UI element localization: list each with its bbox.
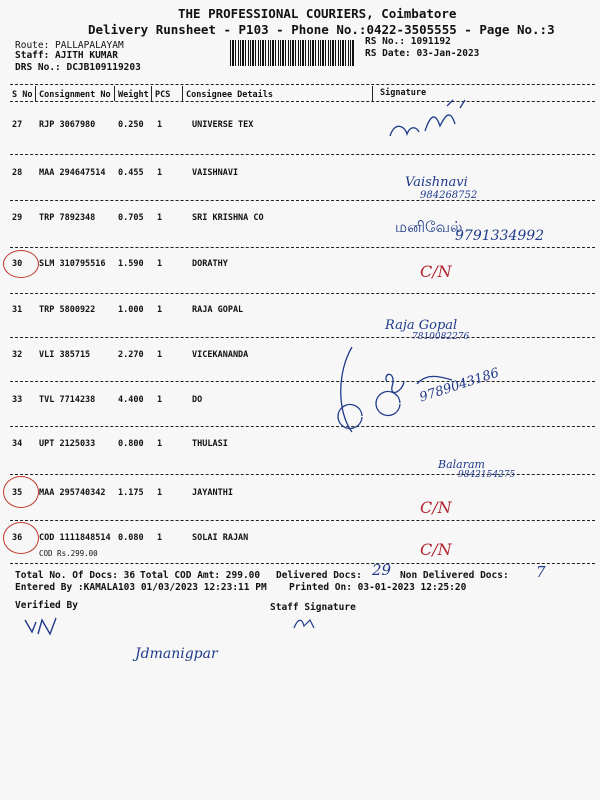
row-consignment: UPT 2125033 (39, 439, 96, 449)
row-weight: 1.590 (118, 259, 144, 269)
row-pcs: 1 (157, 488, 163, 498)
row-consignment: COD 1111848514 (39, 533, 111, 543)
verifier-signature (20, 612, 70, 642)
cn-mark: C/N (420, 540, 452, 559)
cn-mark: C/N (420, 498, 452, 517)
handwritten-phone: 9791334992 (455, 228, 545, 244)
staff-signature (290, 614, 320, 634)
col-signature: Signature (380, 88, 427, 98)
handwritten-phone: 9789043186 (417, 365, 502, 406)
row-pcs: 1 (157, 168, 163, 178)
divider (10, 337, 595, 338)
printed-on: Printed On: 03-01-2023 12:25:20 (289, 582, 467, 593)
col-consignee: Consignee Details (186, 90, 273, 100)
row-sno: 28 (12, 168, 23, 178)
divider (10, 520, 595, 521)
row-sno: 31 (12, 305, 23, 315)
row-sno: 36 (12, 533, 23, 543)
handwritten-signature (385, 96, 475, 152)
red-circle-mark (3, 476, 39, 508)
row-consignee: DORATHY (192, 259, 228, 269)
runsheet-subtitle: Delivery Runsheet - P103 - Phone No.:0422-3505555 - Page No.:3 (88, 22, 555, 37)
entered-by: Entered By :KAMALA103 01/03/2023 12:23:11 PM (15, 582, 267, 593)
route-label: Route: PALLAPALAYAM (15, 40, 124, 51)
verified-by-label: Verified By (15, 600, 78, 611)
row-weight: 1.175 (118, 488, 144, 498)
staff-signature-label: Staff Signature (270, 602, 356, 613)
col-separator (114, 86, 115, 101)
col-separator (35, 86, 36, 101)
row-pcs: 1 (157, 395, 163, 405)
staff-label: Staff: AJITH KUMAR (15, 50, 118, 61)
row-consignee: SRI KRISHNA CO (192, 213, 264, 223)
row-weight: 1.000 (118, 305, 144, 315)
row-pcs: 1 (157, 305, 163, 315)
handwritten-name: Jdmanigpar (135, 646, 218, 662)
row-pcs: 1 (157, 213, 163, 223)
row-sno: 32 (12, 350, 23, 360)
row-consignee: JAYANTHI (192, 488, 233, 498)
handwritten-name: Balaram (438, 458, 485, 471)
row-pcs: 1 (157, 533, 163, 543)
handwritten-name: மனிவேல் (395, 218, 463, 236)
col-pcs: PCS (155, 90, 171, 100)
row-weight: 0.705 (118, 213, 144, 223)
row-consignee: DO (192, 395, 203, 405)
divider (10, 563, 595, 564)
handwritten-phone: 7810082276 (412, 332, 470, 342)
rs-number: RS No.: 1091192 (365, 36, 451, 47)
handwritten-phone: 984268752 (420, 190, 478, 201)
row-sno: 29 (12, 213, 23, 223)
barcode-image (230, 40, 355, 66)
row-consignee: VICEKANANDA (192, 350, 249, 360)
company-title: THE PROFESSIONAL COURIERS, Coimbatore (178, 6, 457, 21)
rs-date: RS Date: 03-Jan-2023 (365, 48, 480, 59)
divider (10, 84, 595, 85)
row-weight: 2.270 (118, 350, 144, 360)
col-sno: S No (12, 90, 33, 100)
non-delivered-docs-count: 7 (536, 563, 546, 581)
row-sno: 34 (12, 439, 23, 449)
total-docs: Total No. Of Docs: 36 (15, 570, 136, 581)
row-pcs: 1 (157, 259, 163, 269)
row-consignment: TVL 7714238 (39, 395, 96, 405)
row-consignee: THULASI (192, 439, 228, 449)
col-separator (182, 86, 183, 101)
row-consignment: MAA 294647514 (39, 168, 106, 178)
non-delivered-docs-label: Non Delivered Docs: (400, 570, 509, 581)
row-consignment: RJP 3067980 (39, 120, 96, 130)
col-consignment: Consignment No (39, 90, 111, 100)
divider (10, 293, 595, 294)
cn-mark: C/N (420, 262, 452, 281)
row-weight: 0.250 (118, 120, 144, 130)
row-sno: 30 (12, 259, 23, 269)
handwritten-name: Vaishnavi (405, 175, 468, 190)
col-separator (372, 86, 373, 101)
row-consignee: VAISHNAVI (192, 168, 239, 178)
handwritten-phone: 9842154275 (458, 470, 516, 480)
red-circle-mark (3, 250, 39, 278)
row-consignee: RAJA GOPAL (192, 305, 244, 315)
row-consignment: TRP 5800922 (39, 305, 96, 315)
total-cod: Total COD Amt: 299.00 (140, 570, 261, 581)
divider (10, 154, 595, 155)
drs-label: DRS No.: DCJB109119203 (15, 62, 141, 73)
divider (10, 101, 595, 102)
row-sno: 35 (12, 488, 23, 498)
row-consignee: UNIVERSE TEX (192, 120, 254, 130)
handwritten-name: Raja Gopal (385, 318, 458, 333)
row-consignment: MAA 295740342 (39, 488, 106, 498)
row-sno: 27 (12, 120, 23, 130)
red-circle-mark (3, 522, 39, 554)
row-consignment: VLI 385715 (39, 350, 91, 360)
row-pcs: 1 (157, 120, 163, 130)
row-consignment: TRP 7892348 (39, 213, 96, 223)
col-weight: Weight (118, 90, 149, 100)
row-consignment: SLM 310795516 (39, 259, 106, 269)
row-weight: 0.455 (118, 168, 144, 178)
row-sno: 33 (12, 395, 23, 405)
row-weight: 0.080 (118, 533, 144, 543)
row-consignee: SOLAI RAJAN (192, 533, 249, 543)
delivered-docs-label: Delivered Docs: (276, 570, 362, 581)
delivered-docs-count: 29 (372, 561, 392, 579)
row-weight: 0.800 (118, 439, 144, 449)
divider (10, 200, 595, 201)
row-pcs: 1 (157, 439, 163, 449)
row-weight: 4.400 (118, 395, 144, 405)
col-separator (151, 86, 152, 101)
divider (10, 247, 595, 248)
row-pcs: 1 (157, 350, 163, 360)
cod-note: COD Rs.299.00 (39, 549, 98, 558)
